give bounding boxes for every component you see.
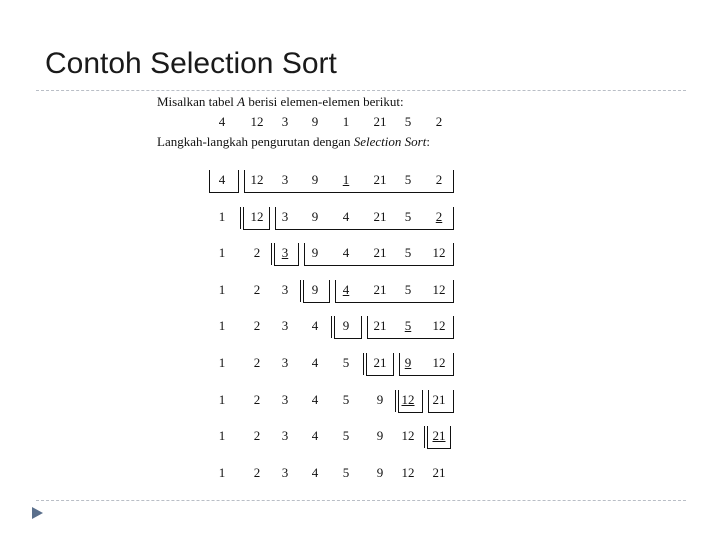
initial-value: 2	[435, 114, 443, 129]
array-cell: 1	[218, 282, 226, 297]
remaining-range-bracket	[304, 243, 454, 266]
minimum-cell: 1	[342, 172, 350, 187]
array-cell: 2	[253, 245, 261, 260]
current-position-box	[366, 353, 394, 376]
remaining-range-bracket	[399, 353, 454, 376]
array-cell: 5	[404, 172, 412, 187]
intro-line-3	[157, 134, 430, 150]
array-cell: 21	[373, 318, 387, 333]
array-cell: 1	[218, 428, 226, 443]
current-position-box	[334, 316, 362, 339]
bottom-divider	[36, 500, 686, 501]
intro-line-1-pre: Misalkan tabel	[157, 94, 238, 109]
intro-line-1	[157, 94, 404, 110]
array-cell: 12	[401, 428, 415, 443]
sort-step-row	[0, 170, 720, 194]
remaining-range-bracket	[275, 207, 454, 230]
minimum-cell: 21	[432, 428, 446, 443]
current-position-box	[243, 207, 270, 230]
remaining-range-bracket	[367, 316, 454, 339]
minimum-cell: 5	[404, 318, 412, 333]
array-cell: 9	[311, 209, 319, 224]
minimum-cell: 12	[401, 392, 415, 407]
current-position-box	[209, 170, 239, 193]
sorted-boundary	[395, 390, 396, 412]
array-cell: 4	[311, 355, 319, 370]
intro-line-3-post: :	[426, 134, 430, 149]
table-variable: A	[237, 94, 246, 109]
slide-title: Contoh Selection Sort	[45, 47, 337, 80]
array-cell: 21	[373, 282, 387, 297]
array-cell: 3	[281, 282, 289, 297]
array-cell: 4	[342, 209, 350, 224]
sorted-boundary	[424, 426, 425, 448]
initial-value: 21	[373, 114, 387, 129]
array-cell: 5	[342, 392, 350, 407]
array-cell: 1	[218, 209, 226, 224]
current-position-box	[274, 243, 299, 266]
array-cell: 3	[281, 465, 289, 480]
array-cell: 5	[404, 245, 412, 260]
minimum-cell: 4	[342, 282, 350, 297]
array-cell: 1	[218, 392, 226, 407]
array-cell: 21	[432, 465, 446, 480]
top-divider	[36, 90, 686, 91]
array-cell: 21	[373, 245, 387, 260]
minimum-cell: 9	[404, 355, 412, 370]
sort-step-row	[0, 316, 720, 340]
initial-value: 4	[218, 114, 226, 129]
array-cell: 5	[342, 465, 350, 480]
intro-line-1-post: berisi elemen-elemen berikut:	[245, 94, 404, 109]
array-cell: 2	[435, 172, 443, 187]
triangle-bullet-icon	[32, 507, 43, 519]
array-cell: 4	[311, 392, 319, 407]
array-cell: 2	[253, 428, 261, 443]
array-cell: 4	[311, 465, 319, 480]
array-cell: 12	[250, 209, 264, 224]
array-cell: 12	[401, 465, 415, 480]
array-cell: 2	[253, 355, 261, 370]
array-cell: 9	[376, 392, 384, 407]
array-cell: 3	[281, 355, 289, 370]
array-cell: 21	[373, 209, 387, 224]
minimum-cell: 2	[435, 209, 443, 224]
array-cell: 12	[250, 172, 264, 187]
array-cell: 5	[342, 428, 350, 443]
array-cell: 4	[311, 428, 319, 443]
array-cell: 12	[432, 318, 446, 333]
array-cell: 12	[432, 355, 446, 370]
array-cell: 9	[311, 282, 319, 297]
array-cell: 2	[253, 465, 261, 480]
array-cell: 5	[404, 209, 412, 224]
initial-value: 3	[281, 114, 289, 129]
initial-value: 5	[404, 114, 412, 129]
initial-value: 9	[311, 114, 319, 129]
initial-array	[0, 114, 720, 132]
array-cell: 1	[218, 318, 226, 333]
intro-line-3-pre: Langkah-langkah pengurutan dengan	[157, 134, 354, 149]
minimum-cell: 3	[281, 245, 289, 260]
remaining-range-bracket	[244, 170, 454, 193]
array-cell: 2	[253, 318, 261, 333]
array-cell: 2	[253, 282, 261, 297]
array-cell: 21	[373, 172, 387, 187]
sorted-boundary	[363, 353, 364, 375]
array-cell: 4	[311, 318, 319, 333]
sorted-boundary	[331, 316, 332, 338]
array-cell: 12	[432, 245, 446, 260]
array-cell: 3	[281, 209, 289, 224]
array-cell: 9	[311, 245, 319, 260]
array-cell: 3	[281, 428, 289, 443]
sort-step-row	[0, 280, 720, 304]
array-cell: 2	[253, 392, 261, 407]
initial-value: 12	[250, 114, 264, 129]
array-cell: 21	[432, 392, 446, 407]
array-cell: 3	[281, 392, 289, 407]
array-cell: 9	[376, 428, 384, 443]
array-cell: 9	[376, 465, 384, 480]
array-cell: 1	[218, 355, 226, 370]
remaining-range-bracket	[428, 390, 454, 413]
sort-step-row	[0, 243, 720, 267]
array-cell: 9	[311, 172, 319, 187]
array-cell: 1	[218, 465, 226, 480]
array-cell: 5	[342, 355, 350, 370]
sorted-boundary	[300, 280, 301, 302]
sort-step-row	[0, 426, 720, 450]
array-cell: 3	[281, 318, 289, 333]
array-cell: 21	[373, 355, 387, 370]
current-position-box	[427, 426, 451, 449]
sorted-boundary	[240, 207, 241, 229]
sort-step-row	[0, 353, 720, 377]
initial-value: 1	[342, 114, 350, 129]
array-cell: 4	[218, 172, 226, 187]
array-cell: 1	[218, 245, 226, 260]
sort-step-row	[0, 390, 720, 414]
array-cell: 5	[404, 282, 412, 297]
array-cell: 4	[342, 245, 350, 260]
sorted-boundary	[271, 243, 272, 265]
method-name: Selection Sort	[353, 134, 427, 149]
array-cell: 9	[342, 318, 350, 333]
array-cell: 3	[281, 172, 289, 187]
sort-step-row	[0, 207, 720, 231]
sort-step-row	[0, 463, 720, 487]
array-cell: 12	[432, 282, 446, 297]
current-position-box	[398, 390, 423, 413]
remaining-range-bracket	[335, 280, 454, 303]
current-position-box	[303, 280, 330, 303]
